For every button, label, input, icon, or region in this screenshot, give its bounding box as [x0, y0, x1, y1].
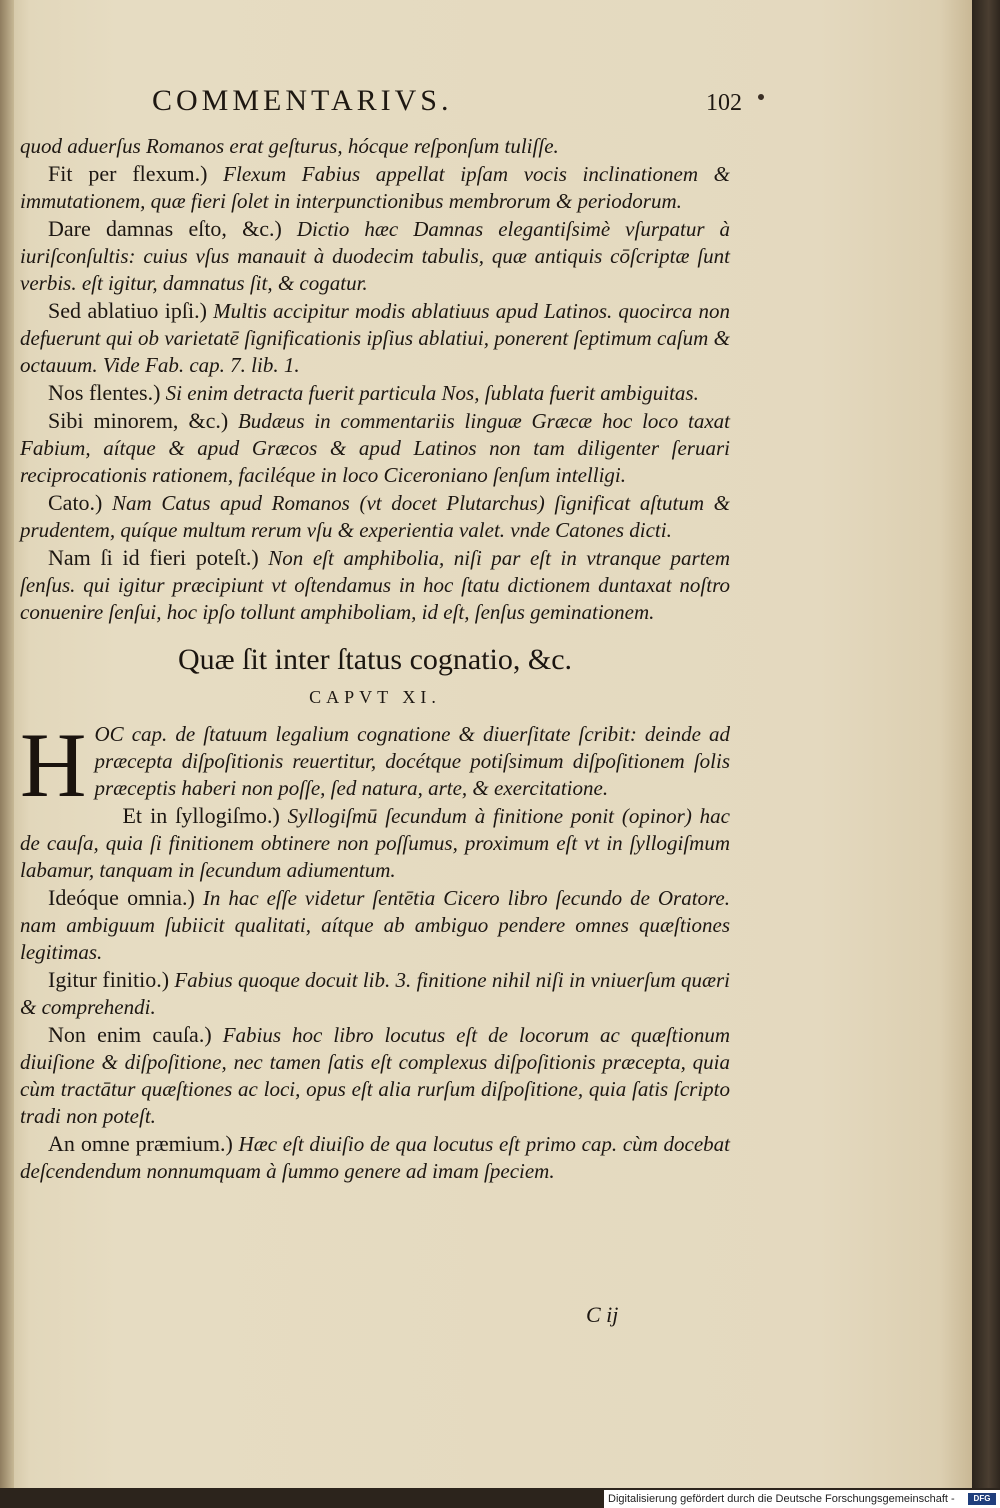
lemma: Nos flentes.) [48, 380, 161, 405]
paragraph [20, 966, 730, 1021]
page-gutter [0, 0, 14, 1488]
lemma: Et in ſyllogiſmo.) [122, 803, 280, 828]
lemma: Cato.) [48, 490, 103, 515]
body-text [20, 132, 730, 1185]
lemma: Fit per flexum.) [48, 161, 208, 186]
footer-credit: Digitalisierung gefördert durch die Deutsche Forschungsgemeinschaft - [608, 1493, 955, 1505]
paragraph [20, 884, 730, 966]
digitization-footer [604, 1490, 1000, 1508]
commentary: Hæc eſt diuiſio de qua locutus eſt primo cap. cùm docebat deſcendendum nonnumquam à ſummo genere ad imam ſpeciem. [20, 1132, 731, 1183]
lemma: Non enim cauſa.) [48, 1022, 212, 1047]
paragraph [20, 802, 730, 884]
opening-text: OC cap. de ſtatuum legalium cognatione & diuerſitate ſcribit: deinde ad præcepta diſpoſitionis reuertitur, docétque potiſsimum diſpoſitionem ſolis præceptis haberi non poſſe, ſed natura, arte, & exercitatione. [94, 722, 730, 800]
paragraph [20, 489, 730, 544]
commentary: Non eſt amphibolia, niſi par eſt in vtranque partem ſenſus. qui igitur præcipiunt vt oſtendamus in hoc ſtatu dictionem duntaxat noſtro conuenire ſenſui, hoc ipſo tollunt amphiboliam, id eſt, ſenſus geminationem. [20, 546, 731, 624]
section-heading: Quæ ſit inter ſtatus cognatio, &c. [177, 643, 573, 676]
commentary: Dictio hæc Damnas elegantiſsimè vſurpatur à iuriſconſultis: cuius vſus manauit à duodecim tabulis, quæ antiquis cōſcriptæ ſunt verbis. eſt igitur, damnatus ſit, & cogatur. [20, 217, 731, 295]
lemma: Sibi minorem, &c.) [48, 408, 229, 433]
lemma: Sed ablatiuo ipſi.) [48, 298, 207, 323]
commentary: In hac eſſe videtur ſentētia Cicero libro ſecundo de Oratore. nam ambiguum ſubiicit qualitati, aítque ab ambiguo pendere omnes quæſtiones legitimas. [20, 886, 730, 964]
page-edge [972, 0, 1000, 1488]
commentary: Flexum Fabius appellat ipſam vocis inclinationem & immutationem, quæ fieri ſolet in interpunctionibus membrorum & periodorum. [20, 162, 730, 213]
lemma: Igitur finitio.) [48, 967, 170, 992]
paragraph [20, 544, 730, 626]
commentary: Budæus in commentariis linguæ Græcæ hoc loco taxat Fabium, aítque & apud Græcos & apud Latinos non tam diligenter ſeruari reciprocationis rationem, faciléque in loco Ciceroniano ſenſum intelligi. [20, 409, 731, 487]
paragraph: quod aduerſus Romanos erat geſturus, hócque reſponſum tuliſſe. [20, 134, 559, 158]
paragraph [20, 215, 730, 297]
dfg-logo-icon: DFG [968, 1493, 996, 1505]
lemma: An omne præmium.) [48, 1131, 233, 1156]
folio-number: 102 [706, 90, 742, 116]
paragraph [20, 160, 730, 215]
paragraph [20, 1021, 730, 1130]
paragraph [20, 297, 730, 379]
commentary: Multis accipitur modis ablatiuus apud Latinos. quocirca non defuerunt qui ob varietatē ſignificationis ipſius ablatiui, ponerent ſeptimum caſum & octauum. Vide Fab. cap. 7. lib. 1. [20, 299, 731, 377]
commentary: Fabius hoc libro locutus eſt de locorum ac quæſtionum diuiſione & diſpoſitione, nec tamen ſatis eſt complexus diſpoſitionis præcepta, quia cùm tractātur quæſtiones ac loci, opus eſt alia rurſum diſpoſitione, quia ſatis ſcripto tradi non poteſt. [20, 1023, 731, 1128]
lemma: Ideóque omnia.) [48, 885, 195, 910]
commentary: Nam Catus apud Romanos (vt docet Plutarchus) ſignificat aſtutum & prudentem, quíque multum rerum vſu & experientia valet. vnde Catones dicti. [20, 491, 731, 542]
paragraph [20, 379, 730, 407]
commentary: Syllogiſmū ſecundum à finitione ponit (opinor) hac de cauſa, quia ſi finitionem obtinere non poſſumus, proximum eſt vt in ſyllogiſmum labamur, tanquam in ſecundum adiumentum. [20, 804, 730, 882]
page-header [152, 84, 742, 134]
running-title: COMMENTARIVS. [152, 84, 453, 117]
paragraph [20, 1130, 730, 1185]
lemma: Nam ſi id fieri poteſt.) [48, 545, 259, 570]
chapter-number: CAPVT XI. [309, 687, 441, 707]
lemma: Dare damnas eſto, &c.) [48, 216, 282, 241]
commentary: Fabius quoque docuit lib. 3. finitione nihil niſi in vniuerſum quæri & comprehendi. [20, 968, 731, 1019]
ink-dot [758, 94, 764, 100]
commentary: Si enim detracta fuerit particula Nos, ſublata fuerit ambiguitas. [165, 381, 699, 405]
signature-mark: C ij [586, 1302, 619, 1327]
initial-letter: H [20, 714, 87, 816]
paragraph [20, 407, 730, 489]
